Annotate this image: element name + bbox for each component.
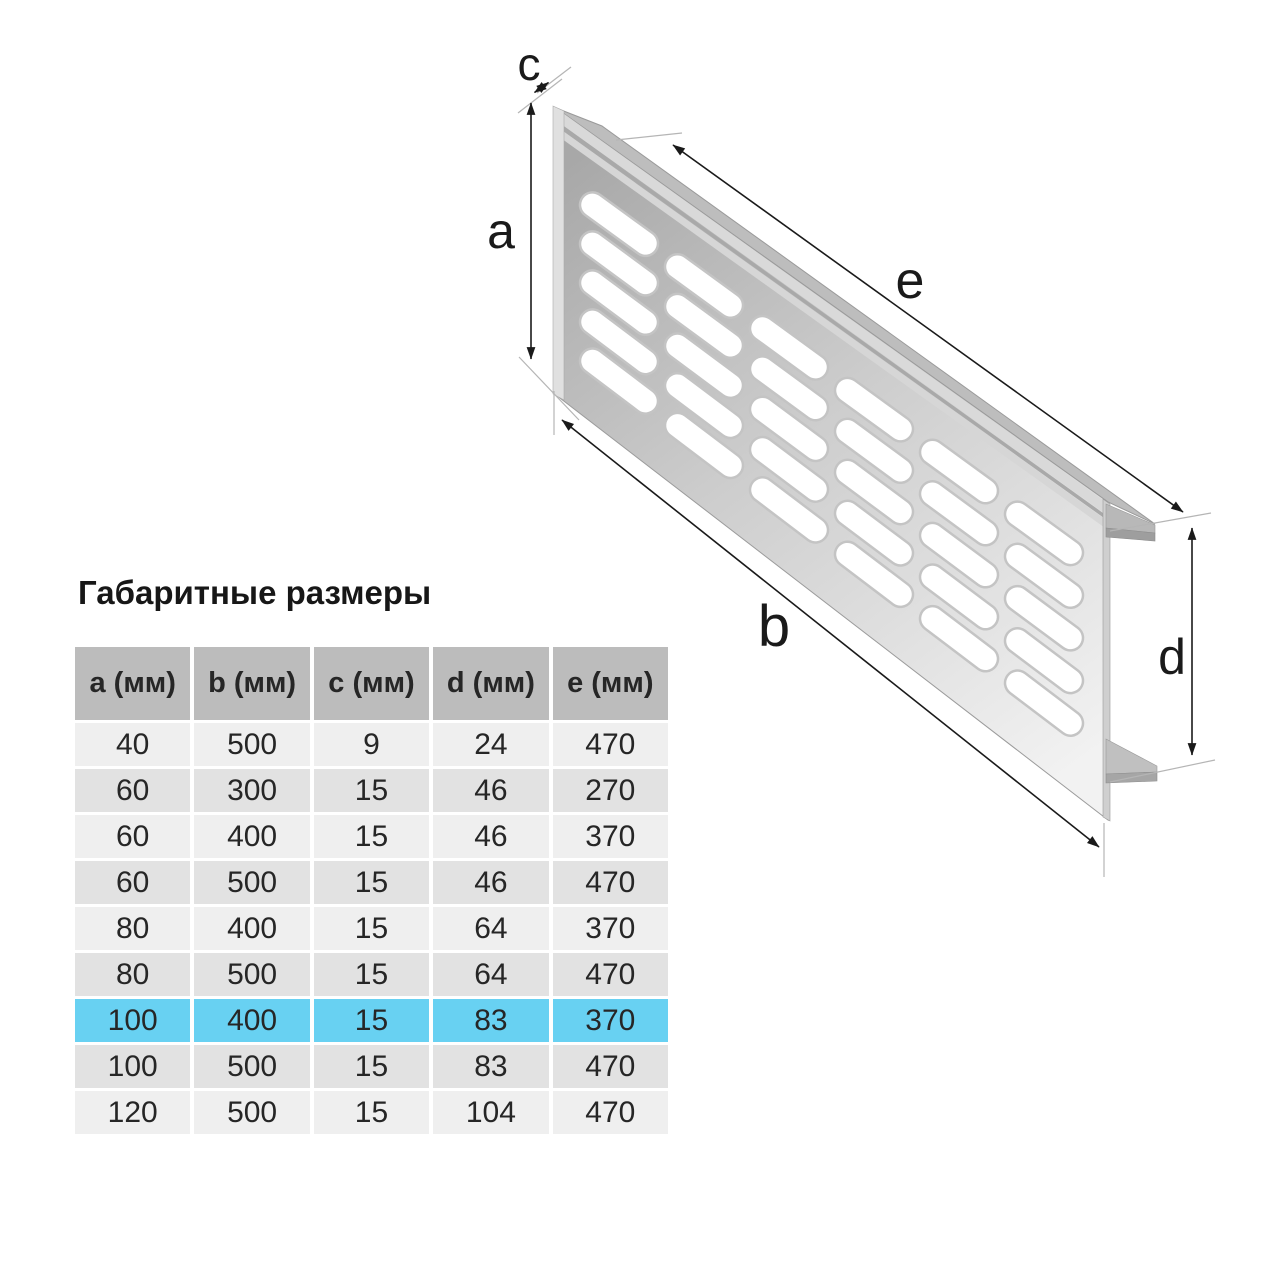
dim-label-c: c — [517, 38, 541, 90]
table-cell: 370 — [553, 907, 668, 950]
table-cell: 15 — [314, 953, 429, 996]
table-header-cell: d (мм) — [433, 647, 548, 720]
dim-label-d: d — [1158, 629, 1186, 685]
ext-line-c-right — [537, 67, 571, 93]
table-cell: 9 — [314, 723, 429, 766]
table-cell: 470 — [553, 953, 668, 996]
table-cell: 470 — [553, 861, 668, 904]
table-cell: 80 — [75, 907, 190, 950]
table-cell: 80 — [75, 953, 190, 996]
table-cell: 15 — [314, 815, 429, 858]
table-cell: 470 — [553, 1091, 668, 1134]
table-cell: 470 — [553, 1045, 668, 1088]
table-title: Габаритные размеры — [78, 574, 432, 611]
table-cell: 46 — [433, 769, 548, 812]
table-cell: 120 — [75, 1091, 190, 1134]
bottom-flange-face — [1106, 739, 1157, 774]
table-cell: 500 — [194, 861, 309, 904]
table-cell: 104 — [433, 1091, 548, 1134]
table-cell: 15 — [314, 1045, 429, 1088]
dim-label-a: a — [487, 203, 515, 259]
table-cell: 400 — [194, 815, 309, 858]
table-cell: 500 — [194, 953, 309, 996]
table-cell: 100 — [75, 999, 190, 1042]
table-cell: 500 — [194, 1045, 309, 1088]
table-header-cell: e (мм) — [553, 647, 668, 720]
table-cell: 370 — [553, 999, 668, 1042]
table-header-cell: c (мм) — [314, 647, 429, 720]
table-cell: 60 — [75, 769, 190, 812]
table-cell: 270 — [553, 769, 668, 812]
table-cell: 370 — [553, 815, 668, 858]
table-cell: 83 — [433, 999, 548, 1042]
table-cell: 60 — [75, 815, 190, 858]
table-cell: 400 — [194, 999, 309, 1042]
dim-label-b: b — [757, 594, 791, 659]
table-cell: 15 — [314, 907, 429, 950]
table-cell: 64 — [433, 953, 548, 996]
table-cell: 15 — [314, 999, 429, 1042]
table-cell: 15 — [314, 769, 429, 812]
plate-left-edge — [553, 106, 564, 400]
dimensions-table — [75, 647, 668, 1134]
table-cell: 24 — [433, 723, 548, 766]
table-cell: 500 — [194, 723, 309, 766]
table-header-cell: a (мм) — [75, 647, 190, 720]
table-cell: 15 — [314, 1091, 429, 1134]
table-cell: 83 — [433, 1045, 548, 1088]
table-cell: 60 — [75, 861, 190, 904]
table-cell: 400 — [194, 907, 309, 950]
table-header-cell: b (мм) — [194, 647, 309, 720]
table-cell: 300 — [194, 769, 309, 812]
table-cell: 100 — [75, 1045, 190, 1088]
table-cell: 500 — [194, 1091, 309, 1134]
table-cell: 46 — [433, 815, 548, 858]
dim-label-e: e — [895, 252, 925, 310]
table-cell: 40 — [75, 723, 190, 766]
table-cell: 470 — [553, 723, 668, 766]
table-cell: 15 — [314, 861, 429, 904]
table-cell: 64 — [433, 907, 548, 950]
ext-line-e-left — [616, 133, 682, 140]
table-cell: 46 — [433, 861, 548, 904]
